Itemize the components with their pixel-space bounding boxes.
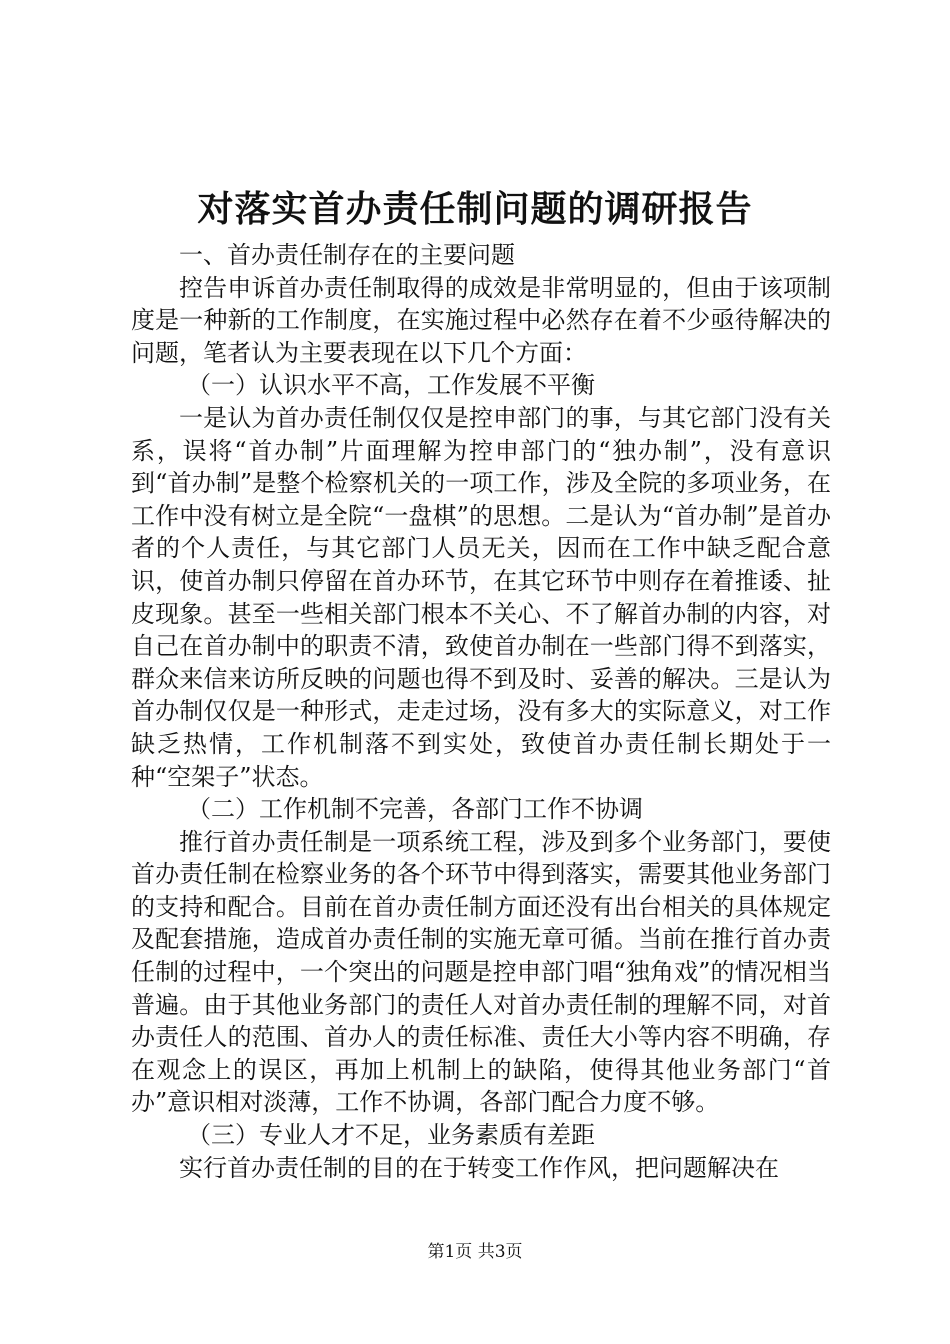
body-paragraph: 推行首办责任制是一项系统工程，涉及到多个业务部门，要使首办责任制在检察业务的各个环节中得到落实，需要其他业务部门的支持和配合。目前在首办责任制方面还没有出台相关的具体规定及配套措施，造成首办责任制的实施无章可循。当前在推行首办责任制的过程中，一个突出的问题是控申部门唱“独角戏”的情况相当普遍。由于其他业务部门的责任人对首办责任制的理解不同，对首办责任人的范围、首办人的责任标准、责任大小等内容不明确，存在观念上的误区，再加上机制上的缺陷，使得其他业务部门“首办”意识相对淡薄，工作不协调，各部门配合力度不够。 <box>131 827 831 1117</box>
subsection-heading: （一）认识水平不高，工作发展不平衡 <box>187 371 595 400</box>
body-paragraph: 一是认为首办责任制仅仅是控申部门的事，与其它部门没有关系，误将“首办制”片面理解为控申部门的“独办制”，没有意识到“首办制”是整个检察机关的一项工作，涉及全院的多项业务，在工作中没有树立是全院“一盘棋”的思想。二是认为“首办制”是首办者的个人责任，与其它部门人员无关，因而在工作中缺乏配合意识，使首办制只停留在首办环节，在其它环节中则存在着推诿、扯皮现象。甚至一些相关部门根本不关心、不了解首办制的内容，对自己在首办制中的职责不清，致使首办制在一些部门得不到落实，群众来信来访所反映的问题也得不到及时、妥善的解决。三是认为首办制仅仅是一种形式，走走过场，没有多大的实际意义，对工作缺乏热情，工作机制落不到实处，致使首办责任制长期处于一种“空架子”状态。 <box>131 403 831 791</box>
body-paragraph: 实行首办责任制的目的在于转变工作作风，把问题解决在 <box>179 1153 779 1182</box>
subsection-heading: （三）专业人才不足，业务素质有差距 <box>187 1121 595 1150</box>
body-paragraph: 控告申诉首办责任制取得的成效是非常明显的，但由于该项制度是一种新的工作制度，在实施过程中必然存在着不少亟待解决的问题，笔者认为主要表现在以下几个方面： <box>131 273 831 367</box>
section-heading: 一、首办责任制存在的主要问题 <box>179 241 515 269</box>
page-footer: 第1页 共3页 <box>427 1242 523 1262</box>
subsection-heading: （二）工作机制不完善，各部门工作不协调 <box>187 795 643 824</box>
document-title: 对落实首办责任制问题的调研报告 <box>197 188 753 230</box>
document-body <box>131 239 831 1184</box>
